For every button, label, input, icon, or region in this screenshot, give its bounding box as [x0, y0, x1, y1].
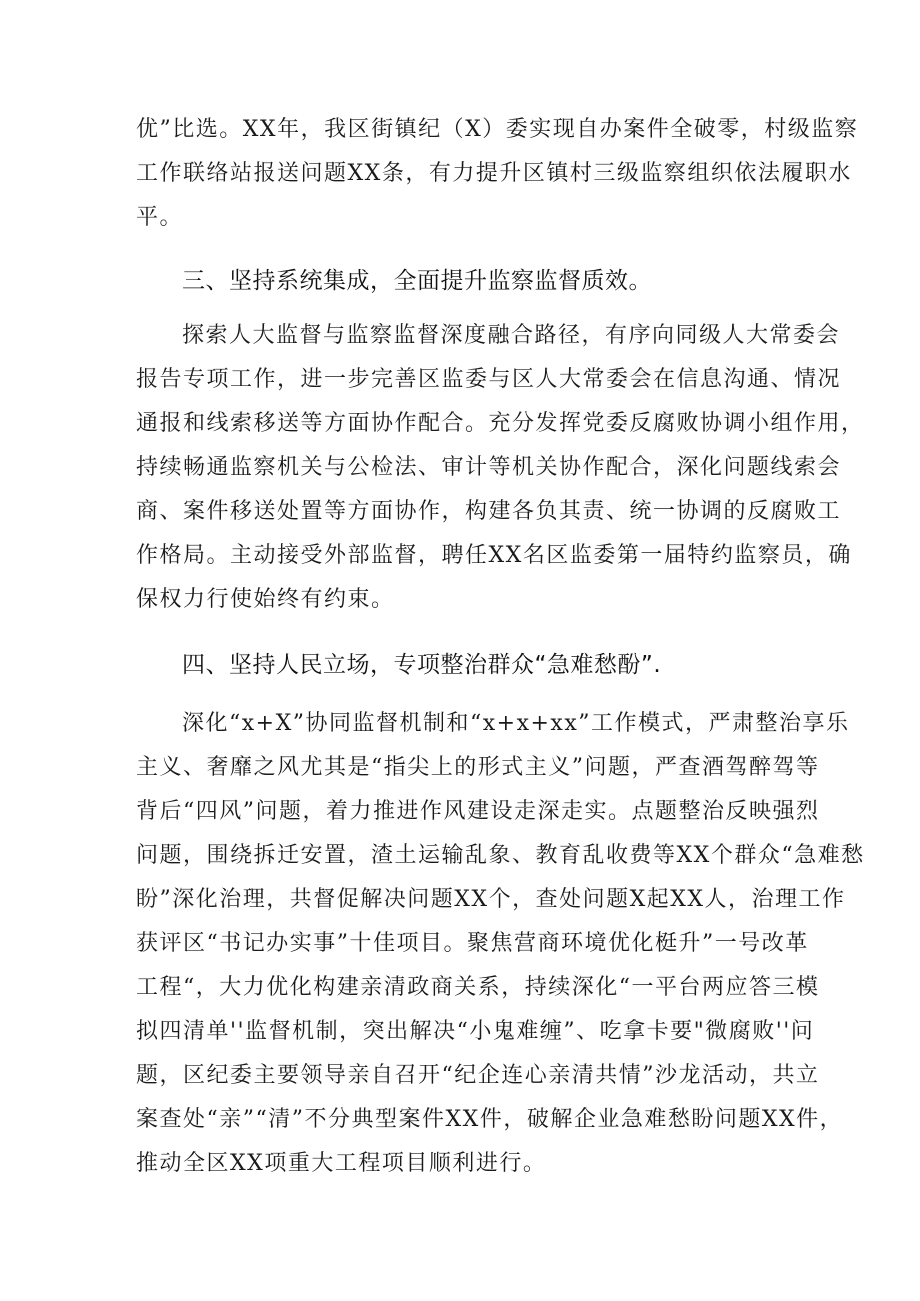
paragraph-2-line-4: 持续畅通监察机关与公检法、审计等机关协作配合，深化问题线索会 — [136, 455, 842, 480]
paragraph-3-line-10: 案查处“亲”“清”不分典型案件XX件，破解企业急难愁盼问题XX件， — [136, 1107, 844, 1132]
paragraph-3-line-7: 工程“，大力优化构建亲清政商关系，持续深化“一平台两应答三模 — [136, 975, 820, 1000]
paragraph-3-line-4: 问题，围绕拆迁安置，渣土运输乱象、教育乱收费等XX个群众“急难愁 — [136, 843, 865, 868]
paragraph-2-line-5: 商、案件移送处置等方面协作，构建各负其责、统一协调的反腐败工 — [136, 499, 842, 524]
paragraph-3-line-9: 题，区纪委主要领导亲自召开“纪企连心亲清共情”沙龙活动，共立 — [136, 1063, 820, 1088]
paragraph-2-line-6: 作格局。主动接受外部监督，聘任XX名区监委第一届特约监察员，确 — [136, 543, 852, 568]
paragraph-3-line-5: 盼”深化治理，共督促解决问题XX个，查处问题X起XX人，治理工作 — [136, 887, 846, 912]
paragraph-3-line-8: 拟四清单''监督机制，突出解决“小鬼难缠”、吃拿卡要"微腐败''问 — [136, 1019, 815, 1044]
paragraph-3-line-11: 推动全区XX项重大工程项目顺利进行。 — [136, 1151, 547, 1176]
section-heading-4: 四、坚持人民立场，专项整治群众“急难愁酚”. — [182, 652, 662, 678]
paragraph-3-line-2: 主义、奢靡之风尤其是“指尖上的形式主义”问题，严查酒驾醉驾等 — [136, 755, 820, 780]
paragraph-2-line-7: 保权力行使始终有约束。 — [136, 587, 395, 612]
paragraph-1-line-2: 工作联络站报送问题XX条，有力提升区镇村三级监察组织依法履职水 — [136, 161, 852, 186]
paragraph-1-line-3: 平。 — [136, 205, 184, 230]
paragraph-2-line-2: 报告专项工作，进一步完善区监委与区人大常委会在信息沟通、情况 — [136, 367, 842, 392]
paragraph-3-line-1: 深化“x+X”协同监督机制和“x+x+xx”工作模式，严肃整治享乐 — [182, 711, 850, 736]
paragraph-1-line-1: 优”比选。XX年，我区街镇纪（X）委实现自办案件全破零，村级监察 — [136, 117, 859, 142]
paragraph-3-line-6: 获评区“书记办实事”十佳项目。聚焦营商环境优化梃升”一号改革 — [136, 931, 809, 956]
paragraph-3-line-3: 背后“四风”问题，着力推进作风建设走深走实。点题整治反映强烈 — [136, 799, 820, 824]
section-heading-3: 三、坚持系统集成，全面提升监察监督质效。 — [182, 268, 652, 294]
paragraph-2-line-1: 探索人大监督与监察监督深度融合路径，有序向同级人大常委会 — [182, 323, 841, 348]
paragraph-2-line-3: 通报和线索移送等方面协作配合。充分发挥党委反腐败协调小组作用， — [136, 411, 865, 436]
